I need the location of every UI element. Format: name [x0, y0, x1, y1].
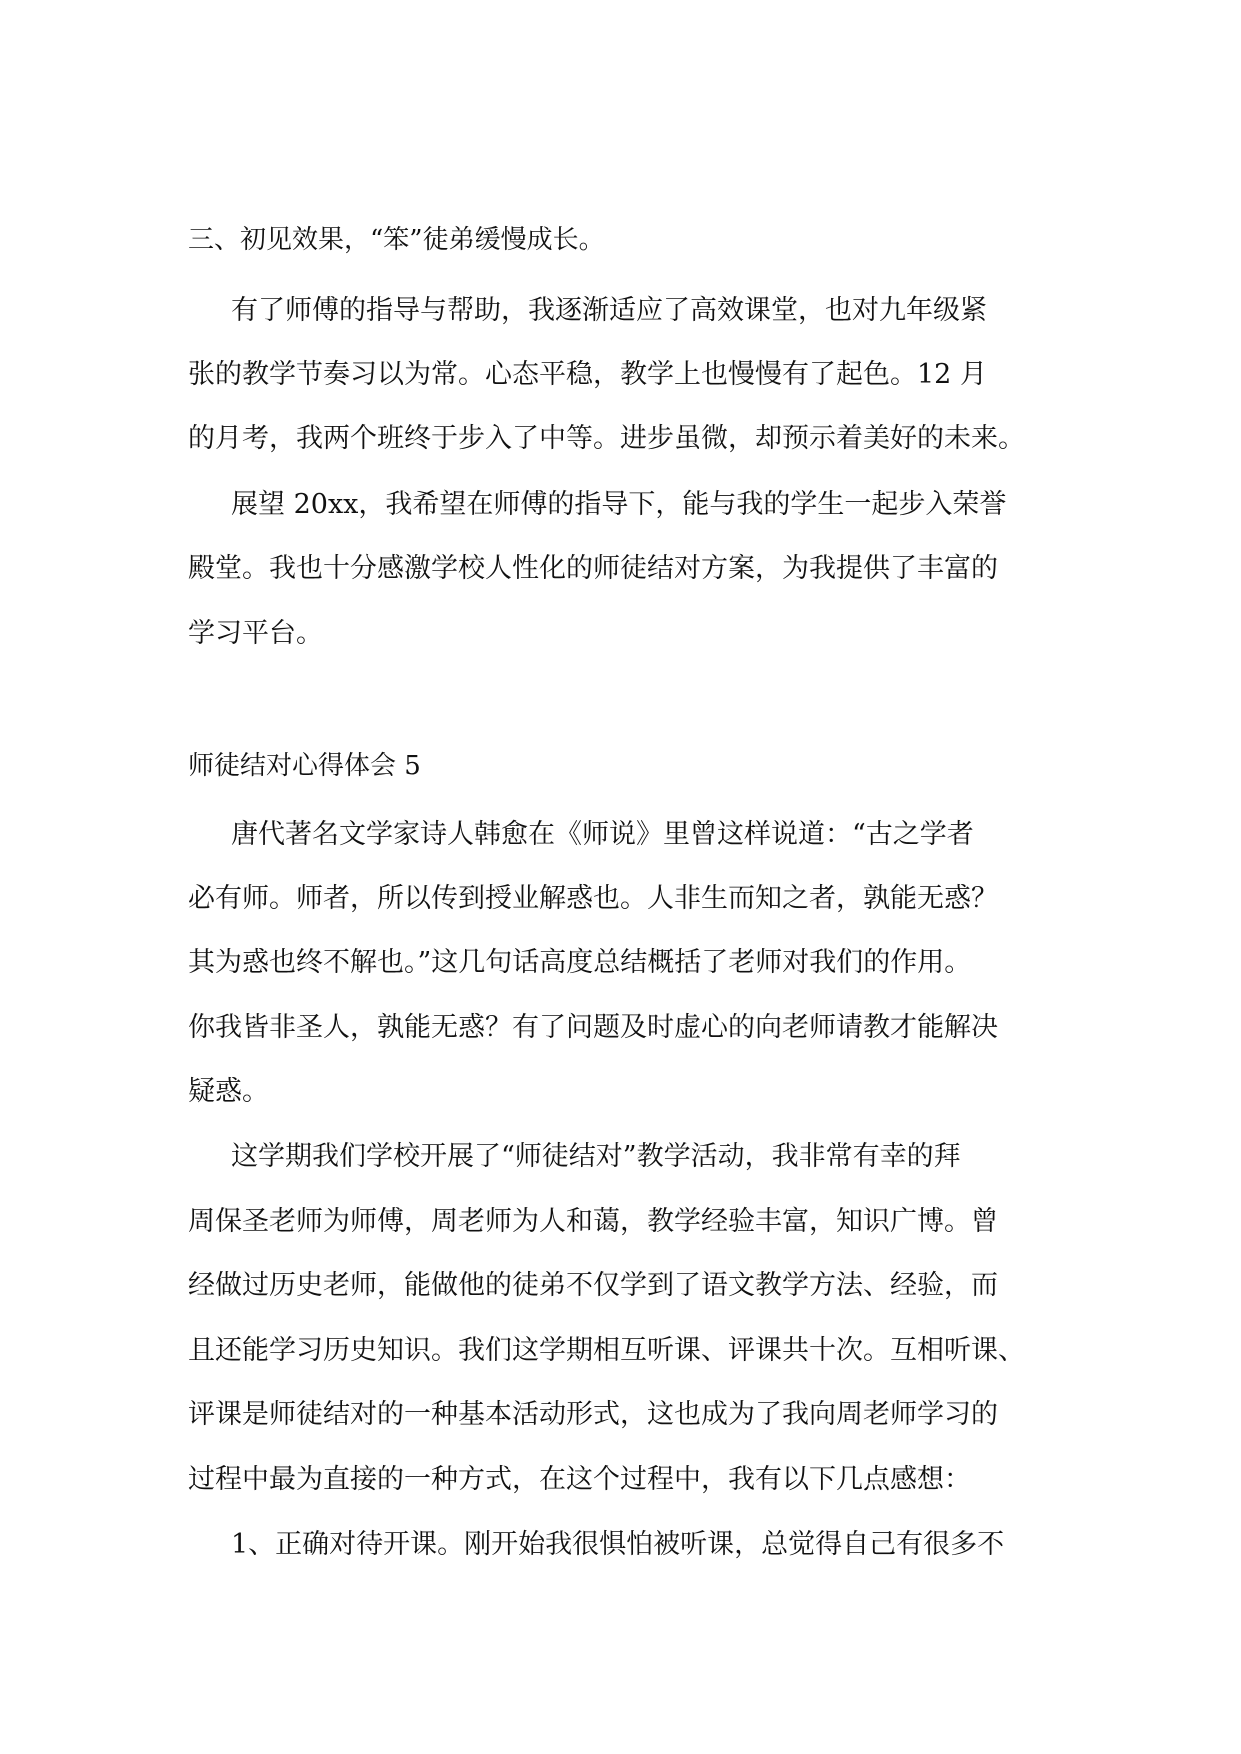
paragraph-line: 学习平台。 — [188, 618, 323, 649]
paragraph-line: 且还能学习历史知识。我们这学期相互听课、评课共十次。互相听课、 — [188, 1335, 1025, 1366]
paragraph-line: 评课是师徒结对的一种基本活动形式，这也成为了我向周老师学习的 — [188, 1399, 998, 1430]
paragraph-line: 其为惑也终不解也。”这几句话高度总结概括了老师对我们的作用。 — [188, 947, 972, 978]
paragraph-line: 疑惑。 — [188, 1076, 269, 1107]
essay-title: 师徒结对心得体会 5 — [188, 751, 421, 781]
section-heading: 三、初见效果，“笨”徒弟缓慢成长。 — [188, 225, 605, 255]
paragraph-line: 过程中最为直接的一种方式，在这个过程中，我有以下几点感想： — [188, 1464, 971, 1495]
paragraph-line: 展望 20xx，我希望在师傅的指导下，能与我的学生一起步入荣誉 — [231, 489, 1007, 520]
paragraph-line: 唐代著名文学家诗人韩愈在《师说》里曾这样说道：“古之学者 — [231, 819, 974, 850]
paragraph-line: 经做过历史老师，能做他的徒弟不仅学到了语文教学方法、经验，而 — [188, 1270, 998, 1301]
paragraph-line: 你我皆非圣人，孰能无惑？有了问题及时虚心的向老师请教才能解决 — [188, 1012, 998, 1043]
paragraph-line: 有了师傅的指导与帮助，我逐渐适应了高效课堂，也对九年级紧 — [231, 295, 987, 326]
paragraph-line: 的月考，我两个班终于步入了中等。进步虽微，却预示着美好的未来。 — [188, 423, 1025, 454]
paragraph-line: 1、正确对待开课。刚开始我很惧怕被听课，总觉得自己有很多不 — [231, 1529, 1005, 1560]
paragraph-line: 这学期我们学校开展了“师徒结对”教学活动，我非常有幸的拜 — [231, 1141, 961, 1172]
paragraph-line: 周保圣老师为师傅，周老师为人和蔼，教学经验丰富，知识广博。曾 — [188, 1206, 998, 1237]
paragraph-line: 殿堂。我也十分感激学校人性化的师徒结对方案，为我提供了丰富的 — [188, 553, 998, 584]
paragraph-line: 必有师。师者，所以传到授业解惑也。人非生而知之者，孰能无惑？ — [188, 883, 998, 914]
paragraph-line: 张的教学节奏习以为常。心态平稳，教学上也慢慢有了起色。12 月 — [188, 359, 987, 390]
